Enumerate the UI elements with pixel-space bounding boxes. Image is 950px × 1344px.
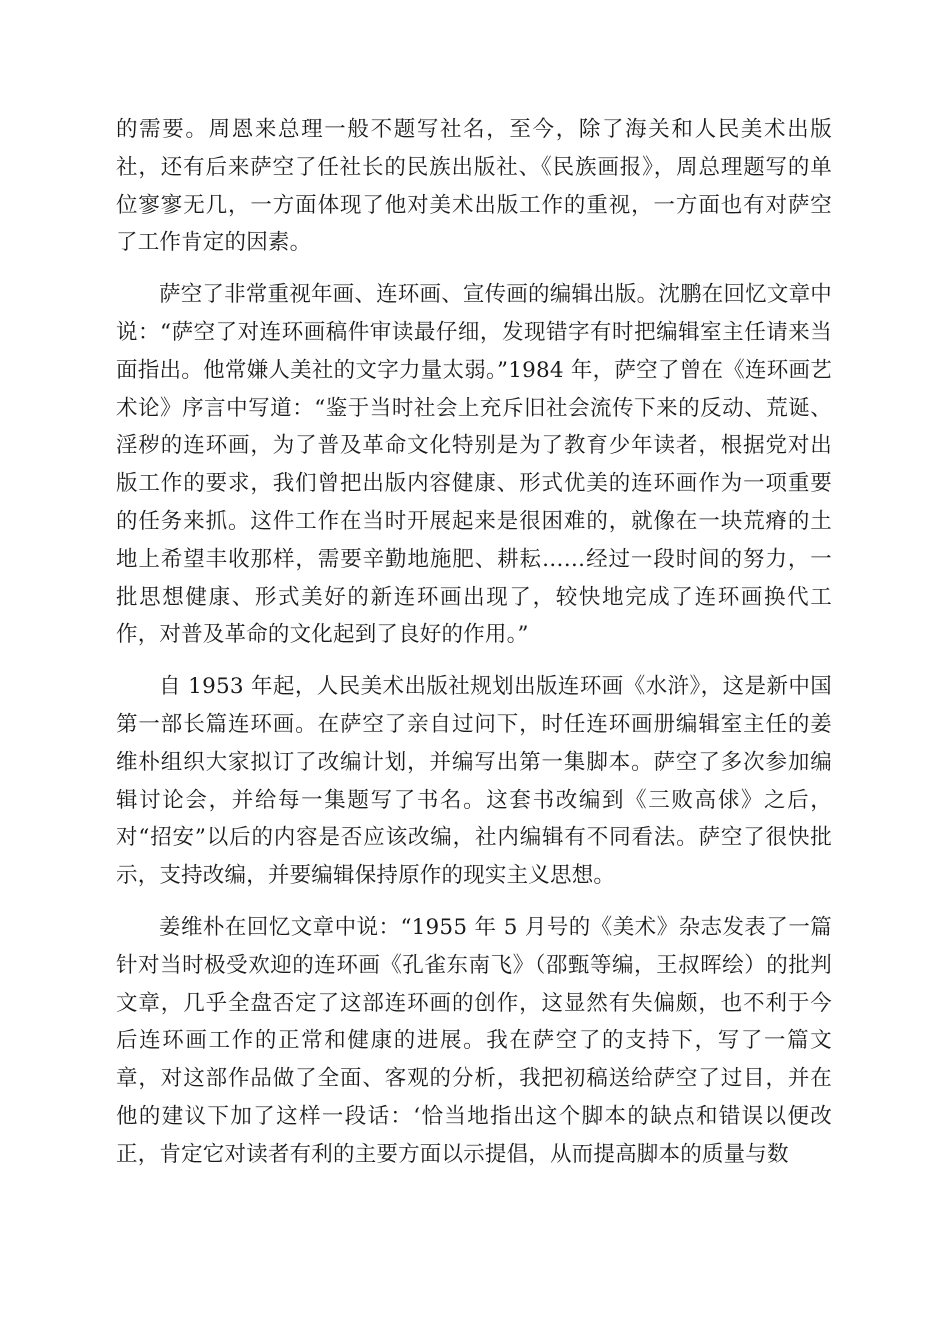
paragraph-2: 萨空了非常重视年画、连环画、宣传画的编辑出版。沈鹏在回忆文章中说：“萨空了对连环画稿件审读最仔细，发现错字有时把编辑室主任请来当面指出。他常嫌人美社的文字力量太弱。”1984 年，萨空了曾在《连环画艺术论》序言中写道：“鉴于当时社会上充斥旧社会流传下来的反动、荒诞、淫秽的连环画，为了普及革命文化特别是为了教育少年读者，根据党对出版工作的要求，我们曾把出版内容健康、形式优美的连环画作为一项重要的任务来抓。这件工作在当时开展起来是很困难的，就像在一块荒瘠的土地上希望丰收那样，需要辛勤地施肥、耕耘……经过一段时间的努力，一批思想健康、形式美好的新连环画出现了，较快地完成了连环画换代工作，对普及革命的文化起到了良好的作用。” <box>116 282 832 648</box>
paragraph-3: 自 1953 年起，人民美术出版社规划出版连环画《水浒》，这是新中国第一部长篇连环画。在萨空了亲自过问下，时任连环画册编辑室主任的姜维朴组织大家拟订了改编计划，并编写出第一集脚本。萨空了多次参加编辑讨论会，并给每一集题写了书名。这套书改编到《三败高俅》之后，对“招安”以后的内容是否应该改编，社内编辑有不同看法。萨空了很快批示，支持改编，并要编辑保持原作的现实主义思想。 <box>116 674 832 889</box>
document-body <box>116 111 832 1174</box>
paragraph-1: 的需要。周恩来总理一般不题写社名，至今，除了海关和人民美术出版社，还有后来萨空了任社长的民族出版社、《民族画报》，周总理题写的单位寥寥无几，一方面体现了他对美术出版工作的重视，一方面也有对萨空了工作肯定的因素。 <box>116 117 832 256</box>
paragraph-4: 姜维朴在回忆文章中说：“1955 年 5 月号的《美术》杂志发表了一篇针对当时极受欢迎的连环画《孔雀东南飞》（邵甄等编，王叔晖绘）的批判文章，几乎全盘否定了这部连环画的创作，这显然有失偏颇，也不利于今后连环画工作的正常和健康的进展。我在萨空了的支持下，写了一篇文章，对这部作品做了全面、客观的分析，我把初稿送给萨空了过目，并在他的建议下加了这样一段话：‘恰当地指出这个脚本的缺点和错误以便改正，肯定它对读者有利的主要方面以示提倡，从而提高脚本的质量与数 <box>116 914 832 1167</box>
